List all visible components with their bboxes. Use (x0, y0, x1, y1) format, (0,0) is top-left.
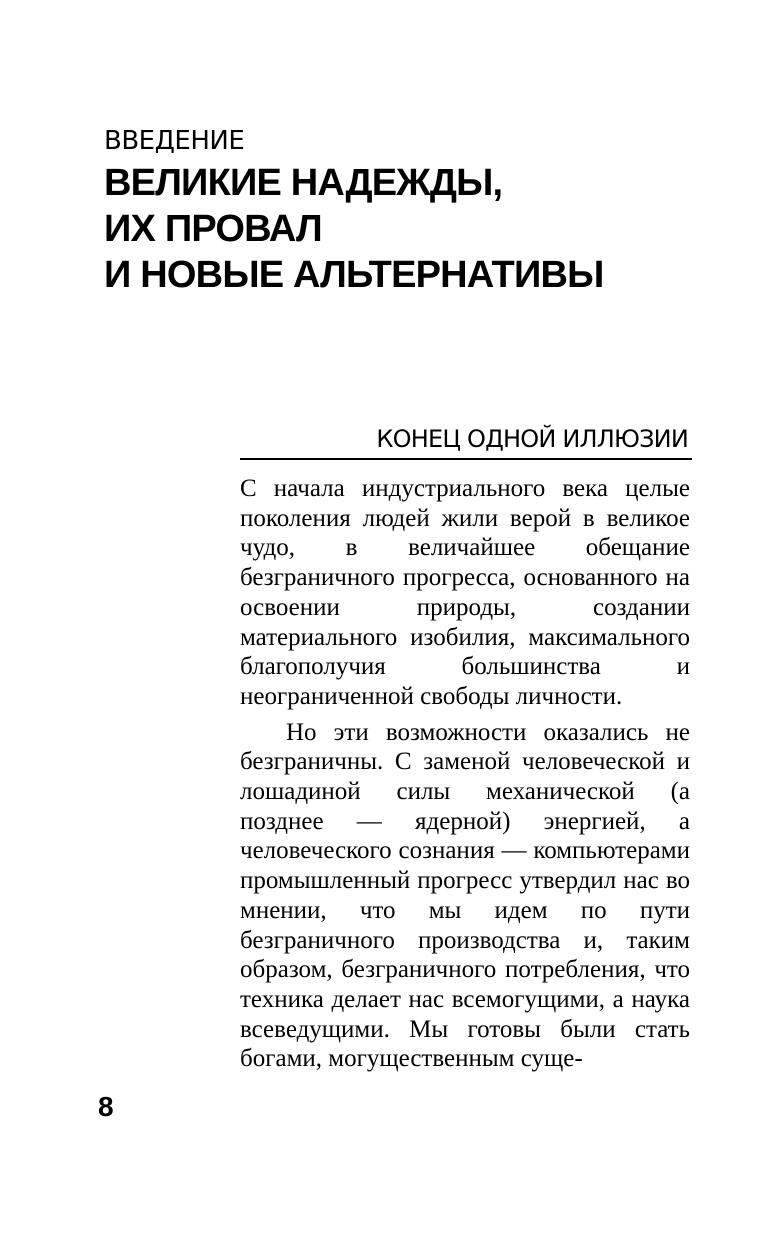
paragraph: С начала индустриального века целые поколения людей жили верой в великое чудо, в величайшее обещание безграничного прогресса, основанного на освоении природы, создании материального изобилия, максимального благополучия большинства и неограниченной свободы личности. (240, 475, 690, 710)
chapter-title-line: И НОВЫЕ АЛЬТЕРНАТИВЫ (104, 254, 604, 296)
chapter-title (104, 160, 604, 298)
body-text (240, 474, 690, 1074)
chapter-title-line: ИХ ПРОВАЛ (104, 208, 322, 250)
section-divider (240, 458, 692, 460)
page-number: 8 (98, 1091, 114, 1122)
chapter-label: ВВЕДЕНИЕ (104, 126, 245, 156)
section-heading: КОНЕЦ ОДНОЙ ИЛЛЮЗИИ (376, 425, 688, 453)
paragraph: Но эти возможности оказались не безграничны. С заменой человеческой и лошадиной силы механической (а позднее — ядерной) энергией, а человеческого сознания — компьютерами промышленный прогресс утвердил нас во мнении, что мы идем по пути безграничного производства и, таким образом, безграничного потребления, что техника делает нас всемогущими, а наука всеведущими. Мы готовы были стать богами, могущественным суще- (240, 718, 690, 1073)
chapter-title-line: ВЕЛИКИЕ НАДЕЖДЫ, (104, 162, 503, 204)
